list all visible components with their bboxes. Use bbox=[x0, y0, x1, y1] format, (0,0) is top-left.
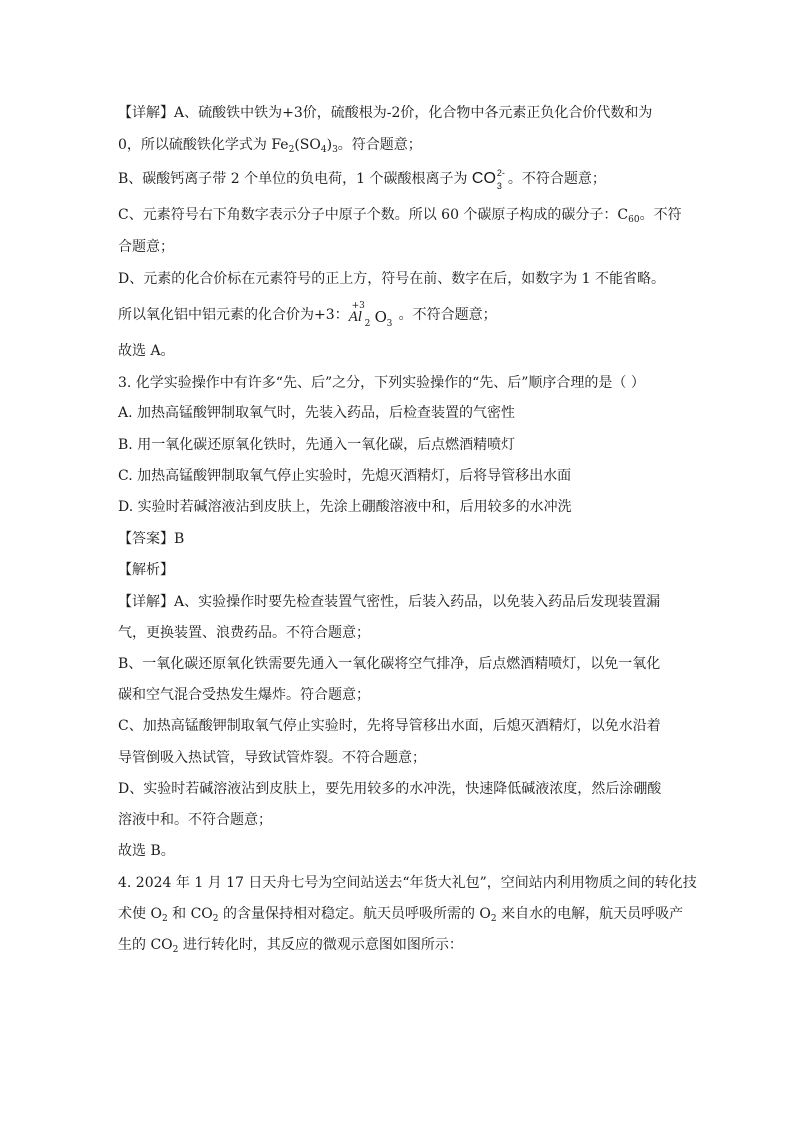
detail-line-6: D、元素的化合价标在元素符号的正上方，符号在前、数字在后，如数字为 1 不能省略。 bbox=[118, 271, 666, 287]
explanation-line-1: 【详解】A、实验操作时要先检查装置气密性，后装入药品，以免装入药品后发现装置漏 bbox=[118, 594, 661, 610]
explanation-line-4: 碳和空气混合受热发生爆炸。符合题意； bbox=[118, 687, 370, 703]
detail-line-5: 合题意； bbox=[118, 239, 174, 255]
question-4-line-2: 术使 $O_2$ 和 $CO_2$ 的含量保持相对稳定。航天员呼吸所需的 $O_2$ 来自水的电解，航天员呼吸产 bbox=[118, 906, 684, 924]
option-b: B. 用一氧化碳还原氧化铁时，先通入一氧化碳，后点燃酒精喷灯 bbox=[118, 437, 516, 453]
carbonate-formula: CO 2- 3 bbox=[471, 168, 505, 191]
detail-line-4: C、元素符号右下角数字表示分子中原子个数。所以 60 个碳原子构成的碳分子：$C_{60}$。不符 bbox=[118, 207, 682, 225]
option-c: C. 加热高锰酸钾制取氧气停止实验时，先熄灭酒精灯，后将导管移出水面 bbox=[118, 468, 572, 484]
option-a: A. 加热高锰酸钾制取氧气时，先装入药品，后检查装置的气密性 bbox=[118, 405, 516, 421]
detail-line-7: 所以氧化铝中铝元素的化合价为+3： +3 Al 2 O 3 。不符合题意； bbox=[118, 301, 497, 329]
explanation-line-8: 溶液中和。不符合题意； bbox=[118, 812, 272, 828]
explanation-line-6: 导管倒吸入热试管，导致试管炸裂。不符合题意； bbox=[118, 750, 426, 766]
detail-line-8: 故选 A。 bbox=[118, 343, 175, 359]
explanation-line-7: D、实验时若碱溶液沾到皮肤上，要先用较多的水冲洗，快速降低碱液浓度，然后涂硼酸 bbox=[118, 781, 662, 797]
detail-line-3: B、碳酸钙离子带 2 个单位的负电荷，1 个碳酸根离子为 CO 2- 3 。不符合题意； bbox=[118, 168, 606, 191]
detail-line-2: 0，所以硫酸铁化学式为 $Fe_2(SO_4)_3$。符合题意； bbox=[118, 137, 422, 155]
question-3-stem: 3. 化学实验操作中有许多“先、后”之分，下列实验操作的“先、后”顺序合理的是（ ） bbox=[118, 375, 645, 391]
alumina-valence-formula: +3 Al 2 O 3 bbox=[348, 301, 393, 329]
explanation-line-5: C、加热高锰酸钾制取氧气停止实验时，先将导管移出水面，后熄灭酒精灯，以免水沿着 bbox=[118, 718, 661, 734]
explanation-line-2: 气，更换装置、浪费药品。不符合题意； bbox=[118, 625, 370, 641]
question-4-line-3: 生的 $CO_2$ 进行转化时，其反应的微观示意图如图所示： bbox=[118, 937, 463, 955]
analysis-label: 【解析】 bbox=[118, 562, 174, 578]
answer-label: 【答案】B bbox=[118, 531, 185, 547]
option-d: D. 实验时若碱溶液沾到皮肤上，先涂上硼酸溶液中和，后用较多的水冲洗 bbox=[118, 499, 572, 515]
explanation-line-9: 故选 B。 bbox=[118, 843, 175, 859]
question-4-line-1: 4. 2024 年 1 月 17 日天舟七号为空间站送去“年货大礼包”，空间站内利用物质之间的转化技 bbox=[118, 875, 697, 891]
explanation-line-3: B、一氧化碳还原氧化铁需要先通入一氧化碳将空气排净，后点燃酒精喷灯，以免一氧化 bbox=[118, 656, 661, 672]
detail-line-1: 【详解】A、硫酸铁中铁为+3价，硫酸根为-2价，化合物中各元素正负化合价代数和为 bbox=[118, 105, 653, 121]
